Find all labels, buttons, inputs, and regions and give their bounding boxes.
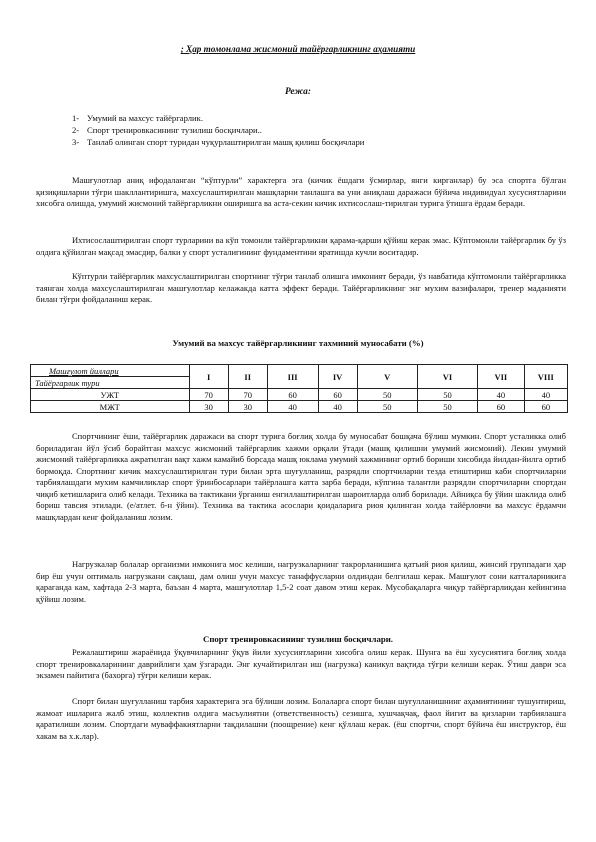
- table-column-header: VIII: [524, 365, 567, 389]
- table-column-header: VII: [478, 365, 525, 389]
- table-header-type: Тайёргарлик тури: [31, 377, 190, 389]
- body-paragraph: Спорт билан шуғулланиш тарбия характерига эга бўлиши лозим. Болаларга спорт билан шуғулланишнинг аҳамиятининг тушунтириш, жамоат ишларига жалб этиш, коллектив олдига масъулиятни (ответственность) сезишга, хушчақчақ, фаол йигит ва қизларни тарбиялашга қаратилиши лозим. Спортдаги муваффакиятларни тақдилашни (поощрение) кенг қўллаш керак. (ёш спортчи, спорт бўйича ёш инструктор, ёш хакам ва х.к.лар).: [36, 696, 566, 741]
- table-column-header: VI: [417, 365, 477, 389]
- section-heading: Спорт тренировкасининг тузилиш босқичлари.: [202, 634, 394, 644]
- plan-item-text: Спорт тренировкасининг тузилиш босқичлари..: [87, 125, 262, 135]
- table-header-row: [31, 365, 568, 377]
- plan-item-text: Умумий ва махсус тайёргарлик.: [87, 113, 203, 123]
- table-cell: 50: [417, 389, 477, 401]
- plan-item-text: Танлаб олинган спорт туридан чуқурлаштирилган машқ қилиш босқичлари: [87, 137, 365, 147]
- body-paragraph: Спортчининг ёши, тайёргарлик даражаси ва спорт турига боғлиқ холда бу муносабат бошқача бўлиш мумкин. Спорт усталикка олиб бориладиган йўл ўсиб борайтган махсус жисмоний тайёргарлик хажми орқали ўтади (машқ қилишни умумий жисмоний). Лекин умумий жисмоний тайёргарликка ажратилган вақт хажм камайиб борсада машқ юклама умумий хажмининг ортиб бориши хисобида йилдан-йилга ортиб бормоқда. Спортнинг кичик махсуслаштирилган тури билан эрта шуғулланиш, разрядли спортчиларни тезда етиштириш каби спортчиларни тарбиялашдаги мухим камчиликлар спорт ўринбосарлари тайёрлашга катта зарба беради, кўпгина талантли разрядли спортчиларни спортдан чиқиб кетишларига олиб келади. Техника ва тактикани ўрганиш енгиллаштирилган шароитларда олиб борилади. Айниқса бу ўйин шаклида олиб бориш тавсия этилади. (е/атлет. б-н ўйин). Техника ва тактика асослари қоидаларига риоя қилинган холда тайёрловчи ва махсус ёрдамчи машқлардан кенг фойдаланиш лозим.: [36, 431, 566, 522]
- table-cell: 50: [357, 401, 417, 413]
- table-cell: 40: [524, 389, 567, 401]
- table-column-header: IV: [318, 365, 357, 389]
- table-cell: 60: [318, 389, 357, 401]
- plan-item-number: 3-: [72, 137, 80, 147]
- table-header-years: Машғулот йиллари: [31, 365, 190, 377]
- table-column-header: I: [189, 365, 228, 389]
- table-cell: 60: [478, 401, 525, 413]
- table-cell: 70: [228, 389, 267, 401]
- table-cell: 50: [357, 389, 417, 401]
- table-row-label: МЖТ: [31, 401, 190, 413]
- plan-item: [72, 124, 364, 136]
- table-title: Умумий ва махсус тайёргарликнинг тахминий муносабати (%): [172, 338, 424, 348]
- plan-item-number: 2-: [72, 125, 80, 135]
- table-cell: 30: [228, 401, 267, 413]
- table-cell: 40: [478, 389, 525, 401]
- body-paragraph: Нагрузкалар болалар организми имконига мос келиши, нагрузкаларнинг такрорланишига қатъий риоя қилиш, жинсий группадаги ҳар бир ёш учун оптималь нагрузкани сақлаш, дам олиш учун махсус танаффусларни олдиндан белгилаш керак. Машғулот сони катталарникига қараганда кам, хафтада 2-3 марта, баъзан 4 марта, машғулотлар 1,5-2 соат давом этиш керак. Мусобақаларга чиқур тайёргарликдан кейингина қўйиш лозим.: [36, 559, 566, 604]
- plan-item-number: 1-: [72, 113, 80, 123]
- body-paragraph: Режалаштириш жараёнида ўқувчиларнинг ўқув йили хусусиятларини хисобга олиш керак. Шунга ва ёш хусусиятига боғлиқ холда спорт тренировкаларининг даврийлиги ҳам ўзгаради. Энг кучайтирилган иш (нагрузка) каникул вақтида тўғри келиши керак. Ўтиш даври эса экзамен пайитига (бахорга) тўғри келиши керак.: [36, 647, 566, 680]
- table-column-header: V: [357, 365, 417, 389]
- plan-list: [72, 112, 364, 148]
- body-paragraph: Ихтисослаштирилган спорт турларини ва кўп томонли тайёргарликни қарама-қарши қўйиш керак эмас. Кўптомонли тайёргарлик бу ўз олдига қўйилган мақсад эмасдир, балки у спорт усталигининг фундаментини яратишда кучли воситадир.: [36, 235, 566, 257]
- ratio-table: [30, 364, 568, 413]
- table-cell: 30: [189, 401, 228, 413]
- table-cell: 60: [524, 401, 567, 413]
- document-title: ; Ҳар томонлама жисмоний тайёргарликнинг аҳамияти: [180, 44, 416, 54]
- body-paragraph: Машғулотлар аниқ ифодаланган “кўптурли” характерга эга (кичик ёшдаги ўсмирлар, янги кирганлар) бу эса спортга бўлган қизиқишларни тўғри шакллантиришга, махсуслаштирилган машқларни танлашга ва уни аниқлаш даражаси бўйича индивидуал хусусиятларини хисобга олишда, умумий жисмоний тайёргарликни оширишга ва аста-секин кичик ихтисослаш-тирилган турига ўтишга ёрдам беради.: [36, 175, 566, 208]
- table-row: [31, 401, 568, 413]
- plan-item: [72, 136, 364, 148]
- plan-item: [72, 112, 364, 124]
- table-cell: 40: [267, 401, 318, 413]
- body-paragraph: Кўптурли тайёргарлик махсуслаштирилган спортнинг тўғри танлаб олишга имконият беради, ўз навбатида кўптомонли тайёргарликка таянган холда махсуслаштирилган машғулотлар келажакда катта эффект беради. Тайёргарликнинг энг мухим вазифалари, тренер маданияти билан тўғри фойдаланиш керак.: [36, 271, 566, 304]
- table-cell: 40: [318, 401, 357, 413]
- table-row: [31, 389, 568, 401]
- table-row-label: УЖТ: [31, 389, 190, 401]
- table-cell: 50: [417, 401, 477, 413]
- table-column-header: III: [267, 365, 318, 389]
- plan-heading: Режа:: [285, 87, 311, 97]
- table-cell: 70: [189, 389, 228, 401]
- table-column-header: II: [228, 365, 267, 389]
- table-cell: 60: [267, 389, 318, 401]
